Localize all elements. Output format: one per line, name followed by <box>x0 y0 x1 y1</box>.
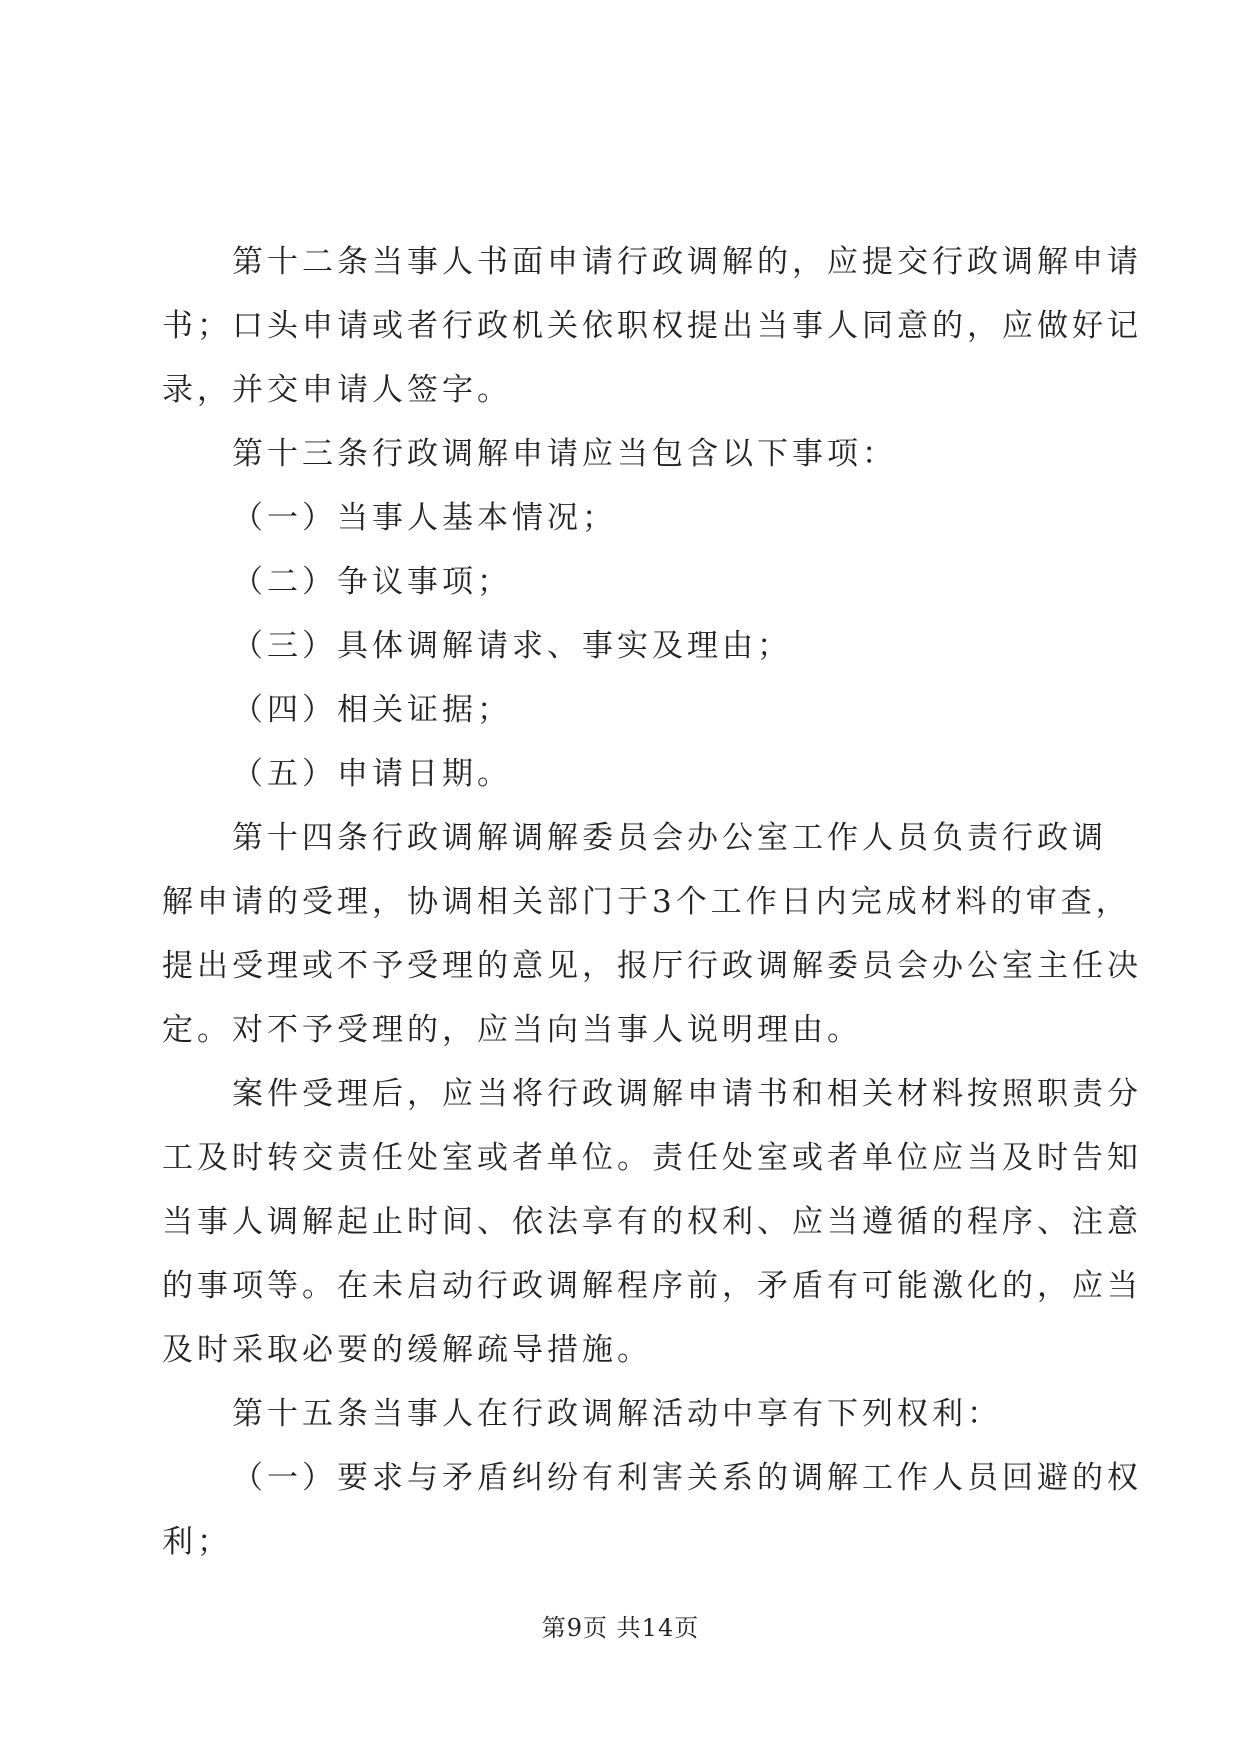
list-item: （三）具体调解请求、事实及理由； <box>232 628 792 664</box>
paragraph-case-line-5: 及时采取必要的缓解疏导措施。 <box>162 1332 652 1368</box>
list-item: （二）争议事项； <box>232 564 512 600</box>
article-14-line-3: 提出受理或不予受理的意见，报厅行政调解委员会办公室主任决 <box>162 948 1142 984</box>
article-13-heading: 第十三条行政调解申请应当包含以下事项： <box>232 436 897 472</box>
list-item: （五）申请日期。 <box>232 756 512 792</box>
article-12-line-1: 第十二条当事人书面申请行政调解的，应提交行政调解申请 <box>232 244 1142 280</box>
article-14-line-2: 解申请的受理，协调相关部门于3个工作日内完成材料的审查， <box>162 884 1131 920</box>
article-15-heading: 第十五条当事人在行政调解活动中享有下列权利： <box>232 1396 1002 1432</box>
paragraph-case-line-4: 的事项等。在未启动行政调解程序前，矛盾有可能激化的，应当 <box>162 1268 1142 1304</box>
article-14-line-1: 第十四条行政调解调解委员会办公室工作人员负责行政调 <box>232 820 1107 856</box>
paragraph-case-line-3: 当事人调解起止时间、依法享有的权利、应当遵循的程序、注意 <box>162 1204 1142 1240</box>
page-number-footer: 第9页 共14页 <box>541 1614 700 1642</box>
article-12-line-3: 录，并交申请人签字。 <box>162 372 512 408</box>
article-14-line-4: 定。对不予受理的，应当向当事人说明理由。 <box>162 1012 862 1048</box>
paragraph-case-line-1: 案件受理后，应当将行政调解申请书和相关材料按照职责分 <box>232 1076 1142 1112</box>
paragraph-case-line-2: 工及时转交责任处室或者单位。责任处室或者单位应当及时告知 <box>162 1140 1142 1176</box>
list-item: （一）当事人基本情况； <box>232 500 617 536</box>
article-12-line-2: 书；口头申请或者行政机关依职权提出当事人同意的，应做好记 <box>162 308 1142 344</box>
list-item: （四）相关证据； <box>232 692 512 728</box>
list-item-continuation: 利； <box>162 1524 232 1560</box>
list-item: （一）要求与矛盾纠纷有利害关系的调解工作人员回避的权 <box>232 1460 1142 1496</box>
